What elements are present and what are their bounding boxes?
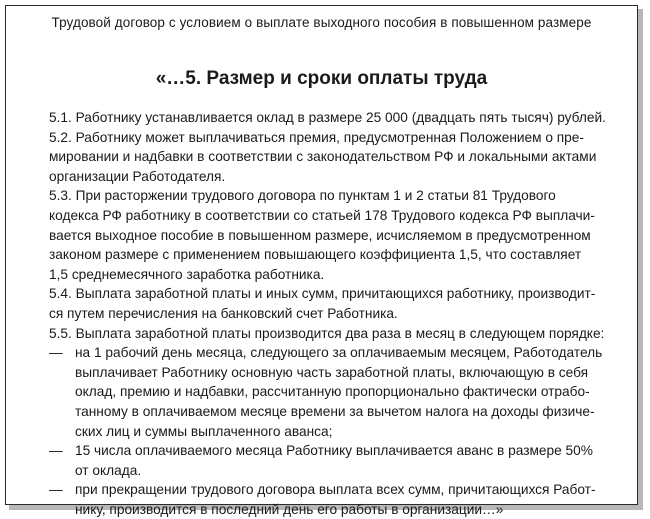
section-title: «…5. Размер и сроки оплаты труда bbox=[155, 68, 488, 89]
document-header: Трудовой договор с условием о выплате выходного пособия в повышенном размере bbox=[51, 15, 592, 30]
list-item-text: при прекращении трудового договора выплата всех сумм, причитающихся Работ- bbox=[75, 482, 596, 498]
text-line: законом размере с применением повышающего коэффициента 1,5, что составляет bbox=[49, 247, 582, 263]
text-line: организации Работодателя. bbox=[49, 168, 226, 184]
text-line: 5.1. Работнику устанавливается оклад в размере 25 000 (двадцать пять тысяч) рублей. bbox=[49, 110, 606, 125]
dash-marker: — bbox=[49, 345, 63, 361]
text-line: 5.5. Выплата заработной платы производится два раза в месяц в следующем порядке: bbox=[49, 325, 605, 341]
text-line: 1,5 среднемесячного заработка работника. bbox=[49, 266, 325, 282]
list-item-text: 15 числа оплачиваемого месяца Работнику выплачивается аванс в размере 50% bbox=[75, 443, 593, 459]
list-item-continuation: выплачивает Работнику основную часть заработной платы, включающую в себя bbox=[75, 364, 589, 380]
text-line: кодекса РФ работнику в соответствии со статьей 178 Трудового кодекса РФ выплачи- bbox=[49, 207, 595, 223]
text-line: 5.4. Выплата заработной платы и иных сумм, причитающихся работнику, производит- bbox=[49, 286, 596, 302]
list-item-text: на 1 рабочий день месяца, следующего за оплачиваемым месяцем, Работодатель bbox=[75, 345, 603, 361]
list-item-continuation: ских лиц и суммы выплаченного аванса; bbox=[75, 423, 333, 439]
dash-marker: — bbox=[49, 482, 63, 498]
text-line: 5.3. При расторжении трудового договора по пунктам 1 и 2 статьи 81 Трудового bbox=[49, 188, 556, 204]
list-item bbox=[49, 441, 599, 461]
list-item-continuation: нику, производится в последний день его работы в организации…» bbox=[75, 501, 504, 517]
text-line: ся путем перечисления на банковский счет Работника. bbox=[49, 305, 398, 321]
dash-marker: — bbox=[49, 443, 63, 459]
page-shadow-right bbox=[638, 9, 643, 509]
document-body bbox=[49, 108, 606, 519]
list-item-continuation: от оклада. bbox=[75, 462, 142, 478]
text-line: мировании и надбавки в соответствии с законодательством РФ и локальными актами bbox=[49, 149, 597, 165]
list-item-continuation: оклад, премию и надбавки, рассчитанную пропорционально фактически отрабо- bbox=[75, 384, 590, 400]
list-item bbox=[49, 343, 603, 363]
list-item bbox=[49, 480, 599, 500]
document-page bbox=[5, 5, 638, 517]
text-line: вается выходное пособие в повышенном размере, исчисляемом в предусмотренном bbox=[49, 227, 591, 243]
list-item-continuation: танному в оплачиваемом месяце времени за вычетом налога на доходы физиче- bbox=[75, 403, 595, 419]
text-line: 5.2. Работнику может выплачиваться премия, предусмотренная Положением о пре- bbox=[49, 129, 584, 145]
